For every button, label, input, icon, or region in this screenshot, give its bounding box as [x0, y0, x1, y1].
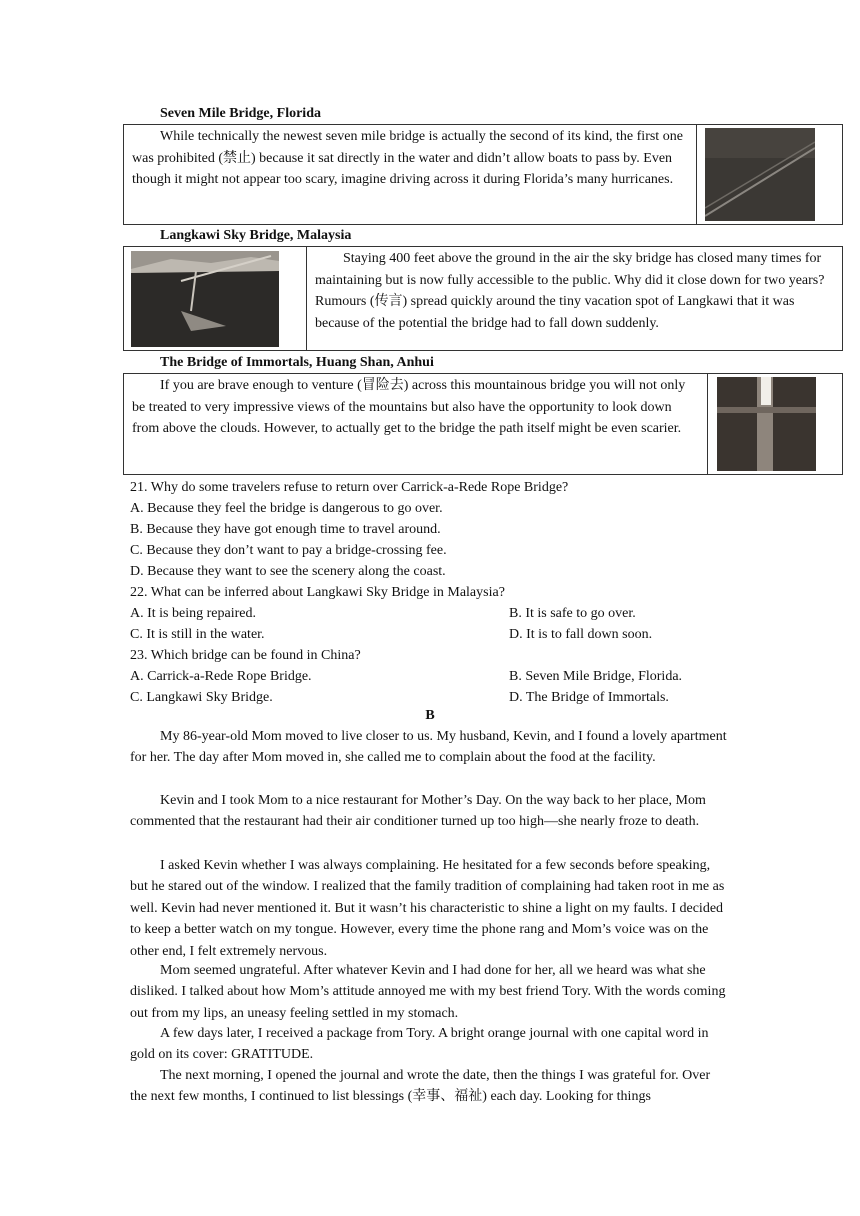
- section-b-paragraph-6: The next morning, I opened the journal and wrote the date, then the things I was grateful for. Over the next few months, I continued to list blessings (幸事、福祉) each day. Looking for things: [130, 1068, 711, 1105]
- question-22-stem: 22. What can be inferred about Langkawi Sky Bridge in Malaysia?: [130, 585, 505, 600]
- bridge-2-box: [123, 246, 843, 351]
- bridge-1-image-cell: [696, 125, 842, 224]
- bridge-of-immortals-photo: [717, 377, 816, 471]
- section-b-paragraph-5: A few days later, I received a package from Tory. A bright orange journal with one capital word in gold on its cover: GRATITUDE.: [130, 1026, 709, 1063]
- bridge-3-box: [123, 373, 843, 475]
- section-b-paragraph-4: Mom seemed ungrateful. After whatever Kevin and I had done for her, all we heard was what she disliked. I talked about how Mom’s attitude annoyed me with my best friend Tory. With the words coming out from my lips, an uneasy feeling settled in my stomach.: [130, 963, 726, 1021]
- question-23-option-b: B. Seven Mile Bridge, Florida.: [509, 669, 683, 684]
- section-b-label: B: [425, 708, 435, 723]
- question-23-option-d: D. The Bridge of Immortals.: [509, 690, 669, 705]
- section-b-paragraph-1: My 86-year-old Mom moved to live closer to us. My husband, Kevin, and I found a lovely apartment for her. The day after Mom moved in, she called me to complain about the food at the facility.: [130, 729, 727, 766]
- question-22-option-d: D. It is to fall down soon.: [509, 627, 653, 642]
- bridge-3-photo: [717, 377, 816, 471]
- question-23-option-a: A. Carrick-a-Rede Rope Bridge.: [130, 669, 312, 684]
- bridge-1-text: While technically the newest seven mile bridge is actually the second of its kind, the first one was prohibited (禁止) because it sat directly in the water and didn’t allow boats to pass by. Even though it might not appear too scary, imagine driving across it during Florida’s many hurricanes.: [132, 129, 683, 187]
- question-21-stem: 21. Why do some travelers refuse to return over Carrick-a-Rede Rope Bridge?: [130, 480, 569, 495]
- bridge-2-image-cell: [124, 247, 307, 350]
- bridge-3-title: The Bridge of Immortals, Huang Shan, Anhui: [160, 355, 434, 370]
- bridge-2-photo: [131, 251, 279, 347]
- seven-mile-bridge-photo: [705, 128, 815, 221]
- bridge-3-image-cell: [707, 374, 842, 474]
- section-b-paragraph-3: I asked Kevin whether I was always complaining. He hesitated for a few seconds before speaking, but he stared out of the window. I realized that the family tradition of complaining had taken root in me as well. Kevin had never mentioned it. But it wasn’t his characteristic to shine a light on my faults. I decided to keep a better watch on my tongue. However, every time the phone rang and Mom’s voice was on the other end, I felt extremely nervous.: [130, 858, 725, 959]
- bridge-2-text: Staying 400 feet above the ground in the air the sky bridge has closed many times for maintaining but is now fully accessible to the public. Why did it close down for two years? Rumours (传言) spread quickly around the tiny vacation spot of Langkawi that it was because of the potential the bridge had to fall down suddenly.: [315, 251, 825, 331]
- question-21-option-c: C. Because they don’t want to pay a bridge-crossing fee.: [130, 543, 447, 558]
- bridge-1-title: Seven Mile Bridge, Florida: [160, 106, 321, 121]
- question-22-option-c: C. It is still in the water.: [130, 627, 265, 642]
- bridge-2-title: Langkawi Sky Bridge, Malaysia: [160, 228, 352, 243]
- question-22-option-b: B. It is safe to go over.: [509, 606, 636, 621]
- question-21-option-d: D. Because they want to see the scenery along the coast.: [130, 564, 446, 579]
- bridge-1-box: [123, 124, 843, 225]
- question-23-option-c: C. Langkawi Sky Bridge.: [130, 690, 273, 705]
- bridge-1-photo: [705, 128, 815, 221]
- question-21-option-a: A. Because they feel the bridge is dangerous to go over.: [130, 501, 443, 516]
- bridge-3-text: If you are brave enough to venture (冒险去) across this mountainous bridge you will not only be treated to very impressive views of the mountains but also have the opportunity to look down from above the clouds. However, to actually get to the bridge the path itself might be even scarier.: [132, 378, 686, 436]
- question-23-stem: 23. Which bridge can be found in China?: [130, 648, 361, 663]
- question-21-option-b: B. Because they have got enough time to travel around.: [130, 522, 441, 537]
- question-22-option-a: A. It is being repaired.: [130, 606, 256, 621]
- langkawi-sky-bridge-photo: [131, 251, 279, 347]
- section-b-paragraph-2: Kevin and I took Mom to a nice restaurant for Mother’s Day. On the way back to her place, Mom commented that the restaurant had their air conditioner turned up too high—she nearly froze to death.: [130, 793, 706, 830]
